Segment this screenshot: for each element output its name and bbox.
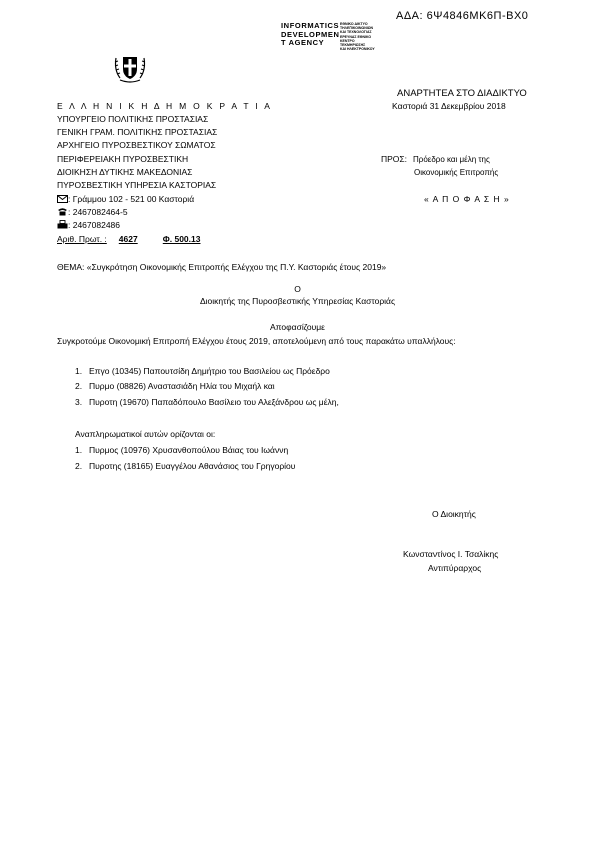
signatory-name: Κωνσταντίνος Ι. Τσαλίκης bbox=[403, 549, 499, 559]
subject-line: ΘΕΜΑ: «Συγκρότηση Οικονομικής Επιτροπής Ελέγχου της Π.Υ. Καστοριάς έτους 2019» bbox=[57, 262, 387, 272]
fire-service-line: ΠΥΡΟΣΒΕΣΤΙΚΗ ΥΠΗΡΕΣΙΑ ΚΑΣΤΟΡΙΑΣ bbox=[57, 180, 217, 190]
issuer-title: Διοικητής της Πυροσβεστικής Υπηρεσίας Καστοριάς bbox=[199, 296, 396, 306]
headquarters-line: ΑΡΧΗΓΕΙΟ ΠΥΡΟΣΒΕΣΤΙΚΟΥ ΣΩΜΑΤΟΣ bbox=[57, 140, 216, 150]
telephone-icon bbox=[57, 207, 68, 219]
fax-text: : 2467082486 bbox=[68, 220, 120, 230]
list-item: 2. Πυροτης (18165) Ευαγγέλου Αθανάσιος του Γρηγορίου bbox=[75, 461, 296, 471]
agency-detail-line: ΕΡΕΥΝΑΣ ΕΘΝΙΚΟ bbox=[340, 34, 372, 39]
address-text: : Γράμμου 102 - 521 00 Καστοριά bbox=[68, 194, 195, 204]
ministry-line: ΥΠΟΥΡΓΕΙΟ ΠΟΛΙΤΙΚΗΣ ΠΡΟΣΤΑΣΙΑΣ bbox=[57, 114, 209, 124]
document-date: Καστοριά 31 Δεκεμβρίου 2018 bbox=[392, 101, 506, 111]
agency-detail-line: ΤΗΛΕΠΙΚΟΙΝΩΝΙΩΝ bbox=[340, 26, 374, 31]
republic-heading: Ε Λ Λ Η Ν Ι Κ Η Δ Η Μ Ο Κ Ρ Α Τ Ι Α bbox=[57, 101, 273, 111]
list-item: 2. Πυρμο (08826) Αναστασιάδη Ηλία του Μιχαήλ και bbox=[75, 381, 275, 391]
alternates-intro: Αναπληρωματικοί αυτών ορίζονται οι: bbox=[75, 429, 216, 439]
agency-detail-line: ΚΑΙ ΤΕΧΝΟΛΟΓΙΑΣ bbox=[340, 30, 372, 35]
recipient-line: Πρόεδρο και μέλη της bbox=[413, 155, 490, 164]
agency-stamp bbox=[281, 22, 340, 48]
issuer-article: Ο bbox=[294, 284, 301, 294]
address-row bbox=[57, 194, 194, 206]
phone-row bbox=[57, 207, 128, 219]
agency-detail-line: ΕΘΝΙΚΟ ΔΙΚΤΥΟ bbox=[340, 22, 368, 26]
ada-code: ΑΔΑ: 6Ψ4846ΜΚ6Π-ΒΧ0 bbox=[396, 10, 529, 22]
list-item: 1. Πυρμος (10976) Χρυσανθοπούλου Βάιας του Ιωάννη bbox=[75, 445, 289, 455]
agency-detail-line: ΚΕΝΤΡΟ bbox=[340, 38, 355, 43]
agency-stamp-details bbox=[340, 22, 375, 51]
agency-detail-line: ΚΑΙ ΗΛΕΚΤΡΟΝΙΚΟΥ bbox=[340, 47, 375, 52]
regional-command-line-2: ΔΙΟΙΚΗΣΗ ΔΥΤΙΚΗΣ ΜΑΚΕΔΟΝΙΑΣ bbox=[57, 167, 193, 177]
decision-label: « Α Π Ο Φ Α Σ Η » bbox=[424, 194, 510, 204]
phone-text: : 2467082464-5 bbox=[68, 207, 128, 217]
agency-name-line: T AGENCY bbox=[281, 38, 325, 47]
recipient-label: ΠΡΟΣ: bbox=[381, 154, 408, 164]
protocol-number: 4627 bbox=[118, 234, 138, 244]
greek-emblem-icon bbox=[112, 52, 148, 91]
file-code: Φ. 500.13 bbox=[162, 234, 201, 244]
signature-title: Ο Διοικητής bbox=[432, 509, 476, 519]
agency-name-line: DEVELOPMEN bbox=[281, 29, 340, 39]
signatory-rank: Αντιπύραρχος bbox=[428, 563, 482, 573]
committee-intro: Συγκροτούμε Οικονομική Επιτροπή Ελέγχου έτους 2019, αποτελούμενη από τους παρακάτω υπαλλήλους: bbox=[57, 336, 456, 346]
protocol-label: Αριθ. Πρωτ. : bbox=[57, 234, 107, 244]
regional-command-line: ΠΕΡΙΦΕΡΕΙΑΚΗ ΠΥΡΟΣΒΕΣΤΙΚΗ bbox=[57, 154, 189, 164]
agency-detail-line: ΤΕΚΜΗΡΙΩΣΗΣ bbox=[340, 43, 366, 48]
decision-verb: Αποφασίζουμε bbox=[270, 322, 325, 332]
recipient-line-2: Οικονομικής Επιτροπής bbox=[414, 168, 499, 177]
protocol-row bbox=[57, 234, 200, 245]
agency-name-line: INFORMATICS bbox=[281, 21, 340, 30]
list-item: 3. Πυροτη (19670) Παπαδόπουλο Βασίλειο του Αλεξάνδρου ως μέλη, bbox=[75, 397, 339, 407]
envelope-icon bbox=[57, 195, 68, 206]
web-publication-notice: ΑΝΑΡΤΗΤΕΑ ΣΤΟ ΔΙΑΔΙΚΤΥΟ bbox=[397, 88, 527, 99]
list-item: 1. Επγο (10345) Παπουτσίδη Δημήτριο του Βασιλείου ως Πρόεδρο bbox=[75, 366, 330, 376]
fax-row bbox=[57, 220, 120, 232]
fax-icon bbox=[57, 220, 68, 232]
general-secretariat-line: ΓΕΝΙΚΗ ΓΡΑΜ. ΠΟΛΙΤΙΚΗΣ ΠΡΟΣΤΑΣΙΑΣ bbox=[57, 127, 218, 137]
